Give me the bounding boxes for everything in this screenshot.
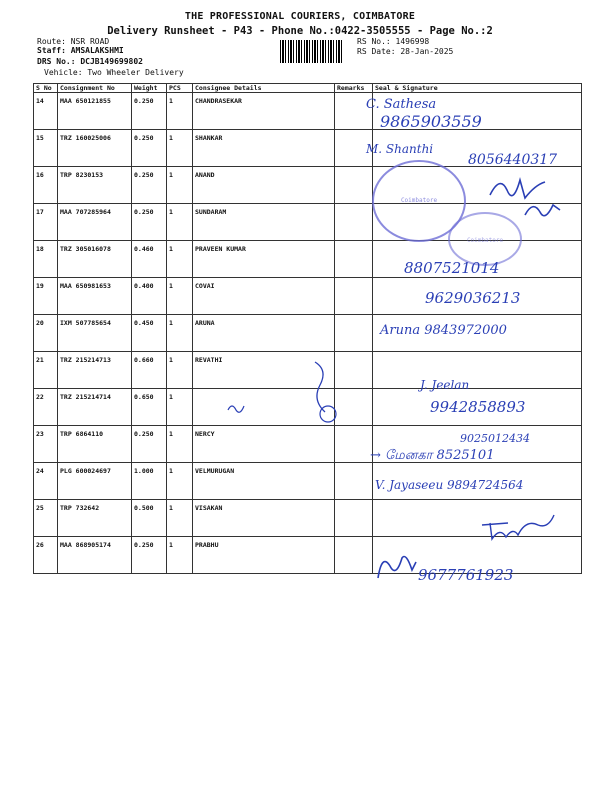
cell-consignment: MAA 650121855 [58,93,132,130]
col-weight: Weight [132,84,167,93]
cell-consignee: SUNDARAM [193,204,335,241]
cell-consignee: CHANDRASEKAR [193,93,335,130]
cell-consignee: VELMURUGAN [193,463,335,500]
cell-pcs: 1 [167,500,193,537]
handwritten-name: → மேனகா 8525101 [370,448,495,463]
handwritten-phone: 9942858893 [430,398,526,416]
handwritten-signature: Aruna 9843972000 [380,323,507,338]
cell-consignee: REVATHI [193,352,335,389]
cell-consignment: MAA 650981653 [58,278,132,315]
cell-pcs: 1 [167,315,193,352]
company-title: THE PROFESSIONAL COURIERS, COIMBATORE [184,11,416,22]
cell-pcs: 1 [167,241,193,278]
drs-number: DRS No.: DCJB149699802 [37,57,143,66]
cell-pcs: 1 [167,204,193,241]
cell-sno: 23 [34,426,58,463]
cell-consignment: TRZ 215214713 [58,352,132,389]
cell-sno: 15 [34,130,58,167]
cell-consignment: MAA 868905174 [58,537,132,574]
cell-sno: 25 [34,500,58,537]
handwritten-name: C. Sathesa [366,97,437,112]
col-consignee: Consignee Details [193,84,335,93]
rs-date: RS Date: 28-Jan-2025 [357,47,454,56]
cell-weight: 0.250 [132,167,167,204]
handwritten-phone: 9865903559 [380,112,482,131]
cell-consignment: MAA 707285964 [58,204,132,241]
cell-pcs: 1 [167,463,193,500]
cell-remarks [335,241,373,278]
cell-weight: 0.250 [132,204,167,241]
cell-consignee: ANAND [193,167,335,204]
cell-pcs: 1 [167,389,193,426]
cell-consignment: TRZ 305016078 [58,241,132,278]
cell-consignee: COVAI [193,278,335,315]
cell-remarks [335,204,373,241]
office-stamp-text: Coimbatore [400,197,438,205]
cell-consignment: IXM 507785654 [58,315,132,352]
cell-pcs: 1 [167,130,193,167]
cell-consignee: NERCY [193,426,335,463]
cell-remarks [335,315,373,352]
cell-pcs: 1 [167,278,193,315]
cell-weight: 0.250 [132,93,167,130]
cell-weight: 0.250 [132,130,167,167]
cell-weight: 1.000 [132,463,167,500]
cell-weight: 0.400 [132,278,167,315]
handwritten-signature [478,505,558,545]
cell-consignment: TRP 6864110 [58,426,132,463]
cell-sno: 22 [34,389,58,426]
cell-remarks [335,167,373,204]
handwritten-phone: 9025012434 [460,432,530,445]
cell-weight: 0.660 [132,352,167,389]
cell-weight: 0.250 [132,426,167,463]
cell-remarks [335,426,373,463]
cell-consignment: PLG 600024697 [58,463,132,500]
cell-remarks [335,463,373,500]
cell-weight: 0.450 [132,315,167,352]
cell-consignment: TRZ 215214714 [58,389,132,426]
handwritten-signature [372,548,422,588]
cell-sno: 14 [34,93,58,130]
cell-sno: 19 [34,278,58,315]
cell-remarks [335,537,373,574]
staff-label: Staff: AMSALAKSHMI [37,46,124,55]
col-remarks: Remarks [335,84,373,93]
handwritten-phone: 9677761923 [418,566,514,584]
cell-sno: 24 [34,463,58,500]
col-pcs: PCS [167,84,193,93]
handwritten-phone: 8056440317 [468,152,558,168]
cell-signature [373,352,582,389]
cell-consignee: VISAKAN [193,500,335,537]
handwritten-signature: V. Jayaseeu 9894724564 [375,478,524,492]
table-row [34,93,582,130]
cell-weight: 0.650 [132,389,167,426]
cell-consignee: SHANKAR [193,130,335,167]
handwritten-name: M. Shanthi [366,142,434,156]
cell-consignee: PRABHU [193,537,335,574]
cell-pcs: 1 [167,167,193,204]
cell-sno: 20 [34,315,58,352]
handwritten-signature [485,170,565,240]
vehicle-label: Vehicle: Two Wheeler Delivery [44,68,184,77]
cell-pcs: 1 [167,352,193,389]
cell-sno: 21 [34,352,58,389]
handwritten-name: J. Jeelan [420,378,470,392]
cell-pcs: 1 [167,93,193,130]
cell-consignment: TRP 732642 [58,500,132,537]
cell-pcs: 1 [167,537,193,574]
cell-remarks [335,500,373,537]
handwritten-annotation [220,350,360,430]
cell-consignee: ARUNA [193,315,335,352]
col-sno: S No [34,84,58,93]
cell-consignment: TRZ 160025006 [58,130,132,167]
cell-consignee: PRAVEEN KUMAR [193,241,335,278]
barcode [280,40,342,63]
cell-sno: 16 [34,167,58,204]
cell-pcs: 1 [167,426,193,463]
handwritten-phone: 8807521014 [404,259,500,277]
cell-weight: 0.250 [132,537,167,574]
rs-number: RS No.: 1496998 [357,37,430,46]
handwritten-phone: 9629036213 [425,289,521,307]
cell-remarks [335,278,373,315]
cell-sno: 26 [34,537,58,574]
route-label: Route: NSR ROAD [37,37,110,46]
table-header-row [34,84,582,93]
cell-sno: 18 [34,241,58,278]
cell-weight: 0.460 [132,241,167,278]
office-stamp-text: Coimbatore [466,236,504,244]
runsheet-subtitle: Delivery Runsheet - P43 - Phone No.:0422-3505555 - Page No.:2 [107,25,493,37]
col-consignment: Consignment No [58,84,132,93]
cell-sno: 17 [34,204,58,241]
cell-weight: 0.500 [132,500,167,537]
col-seal-signature: Seal & Signature [373,84,582,93]
cell-consignment: TRP 8230153 [58,167,132,204]
